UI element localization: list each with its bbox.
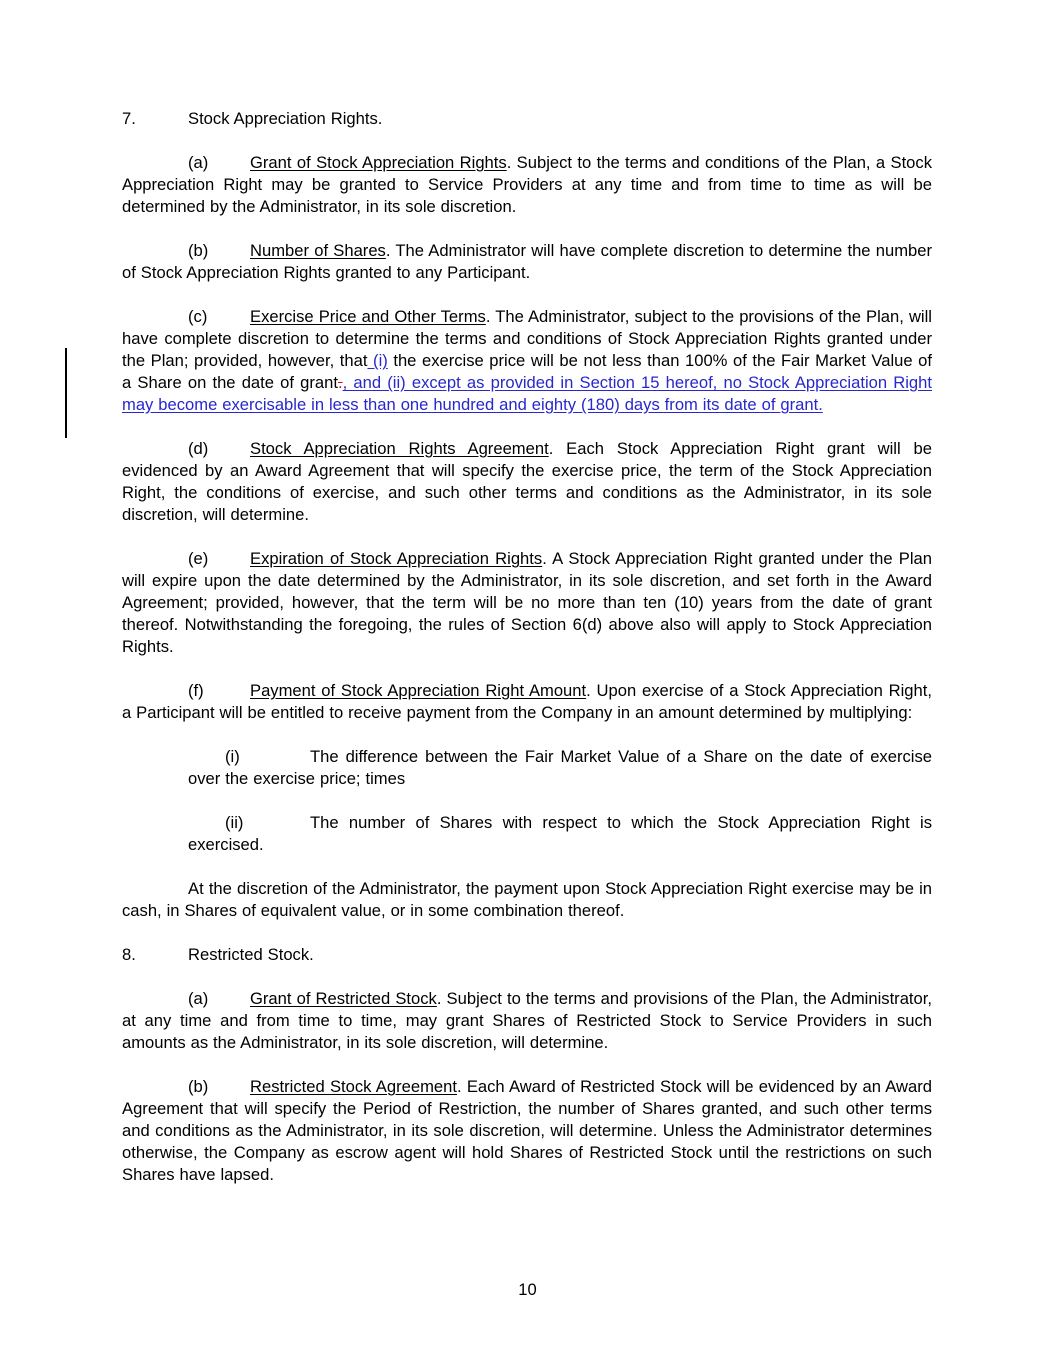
subparagraph-7f-ii-marker: (ii) — [225, 813, 244, 832]
paragraph-7f-body: . Upon exercise of a Stock Appreciation Right, a Participant will be entitled to receive payment from the Company in an amount determined by multiplying: — [122, 681, 932, 722]
section-8-heading — [122, 944, 932, 966]
paragraph-7e — [122, 548, 932, 658]
subparagraph-7f-i — [122, 746, 932, 790]
paragraph-7d-marker: (d) — [188, 439, 209, 458]
paragraph-7f-title: Payment of Stock Appreciation Right Amount — [250, 681, 587, 700]
paragraph-7c-title: Exercise Price and Other Terms — [250, 307, 486, 326]
paragraph-7f-closing: At the discretion of the Administrator, the payment upon Stock Appreciation Right exercise may be in cash, in Shares of equivalent value, or in some combination thereof. — [122, 879, 932, 920]
paragraph-7c-body-part2: the exercise price will be not less than 100% of the Fair Market Value of a Share on the date of grant — [122, 351, 933, 392]
section-8-number: 8. — [122, 945, 136, 964]
paragraph-7b-body: . The Administrator will have complete discretion to determine the number of Stock Appreciation Rights granted to any Participant. — [122, 241, 932, 282]
paragraph-7b — [122, 240, 932, 284]
paragraph-7c-body-part1: . The Administrator, subject to the provisions of the Plan, will have complete discretion to determine the terms and conditions of Stock Appreciation Rights granted under the Plan; provided, however, that — [122, 307, 932, 370]
paragraph-7c — [122, 306, 932, 416]
paragraph-7e-marker: (e) — [188, 549, 209, 568]
paragraph-8a-marker: (a) — [188, 989, 209, 1008]
paragraph-8b-marker: (b) — [188, 1077, 209, 1096]
section-8-title: Restricted Stock. — [188, 945, 314, 964]
subparagraph-7f-ii — [122, 812, 932, 856]
subparagraph-7f-i-marker: (i) — [225, 747, 240, 766]
deletion-period: . — [338, 373, 343, 392]
paragraph-7a-body: . Subject to the terms and conditions of the Plan, a Stock Appreciation Right may be granted to Service Providers at any time and from time to time as will be determined by the Administrator, in its sole discretion. — [122, 153, 933, 216]
section-7-heading — [122, 108, 932, 130]
section-7-title: Stock Appreciation Rights. — [188, 109, 383, 128]
paragraph-7f-marker: (f) — [188, 681, 204, 700]
paragraph-8b — [122, 1076, 932, 1186]
paragraph-7d-body: . Each Stock Appreciation Right grant will be evidenced by an Award Agreement that will specify the exercise price, the term of the Stock Appreciation Right, the conditions of exercise, and such other terms and conditions as the Administrator, in its sole discretion, will determine. — [122, 439, 932, 524]
paragraph-8a-title: Grant of Restricted Stock — [250, 989, 437, 1008]
paragraph-8a-body: . Subject to the terms and provisions of the Plan, the Administrator, at any time and from time to time, may grant Shares of Restricted Stock to Service Providers in such amounts as the Administrator, in its sole discretion, will determine. — [122, 989, 932, 1052]
insertion-clause-ii: , and (ii) except as provided in Section 15 hereof, no Stock Appreciation Right may become exercisable in less than one hundred and eighty (180) days from its date of grant. — [122, 373, 932, 414]
paragraph-7b-marker: (b) — [188, 241, 209, 260]
revision-change-bar — [65, 348, 67, 438]
paragraph-8b-title: Restricted Stock Agreement — [250, 1077, 457, 1096]
paragraph-7d-title: Stock Appreciation Rights Agreement — [250, 439, 549, 458]
paragraph-7d — [122, 438, 932, 526]
subparagraph-7f-i-text: The difference between the Fair Market Value of a Share on the date of exercise over the exercise price; times — [188, 747, 932, 788]
paragraph-7a-title: Grant of Stock Appreciation Rights — [250, 153, 507, 172]
section-7-number: 7. — [122, 109, 136, 128]
paragraph-7b-title: Number of Shares — [250, 241, 386, 260]
paragraph-8a — [122, 988, 932, 1054]
document-body — [122, 108, 932, 1186]
paragraph-7f — [122, 680, 932, 724]
paragraph-7a — [122, 152, 932, 218]
insertion-clause-i-marker: (i) — [367, 351, 388, 370]
paragraph-8b-body: . Each Award of Restricted Stock will be evidenced by an Award Agreement that will specify the Period of Restriction, the number of Shares granted, and such other terms and conditions as the Administrator, in its sole discretion, will determine. Unless the Administrator determines otherwise, the Company as escrow agent will hold Shares of Restricted Stock until the restrictions on such Shares have lapsed. — [122, 1077, 932, 1184]
paragraph-7e-title: Expiration of Stock Appreciation Rights — [250, 549, 543, 568]
subparagraph-7f-ii-text: The number of Shares with respect to which the Stock Appreciation Right is exercised. — [188, 813, 932, 854]
paragraph-7e-body: . A Stock Appreciation Right granted under the Plan will expire upon the date determined by the Administrator, in its sole discretion, and set forth in the Award Agreement; provided, however, that the term will be no more than ten (10) years from the date of grant thereof. Notwithstanding the foregoing, the rules of Section 6(d) above also will apply to Stock Appreciation Rights. — [122, 549, 933, 656]
paragraph-7a-marker: (a) — [188, 153, 209, 172]
page-number: 10 — [518, 1280, 537, 1299]
paragraph-7c-marker: (c) — [188, 307, 208, 326]
